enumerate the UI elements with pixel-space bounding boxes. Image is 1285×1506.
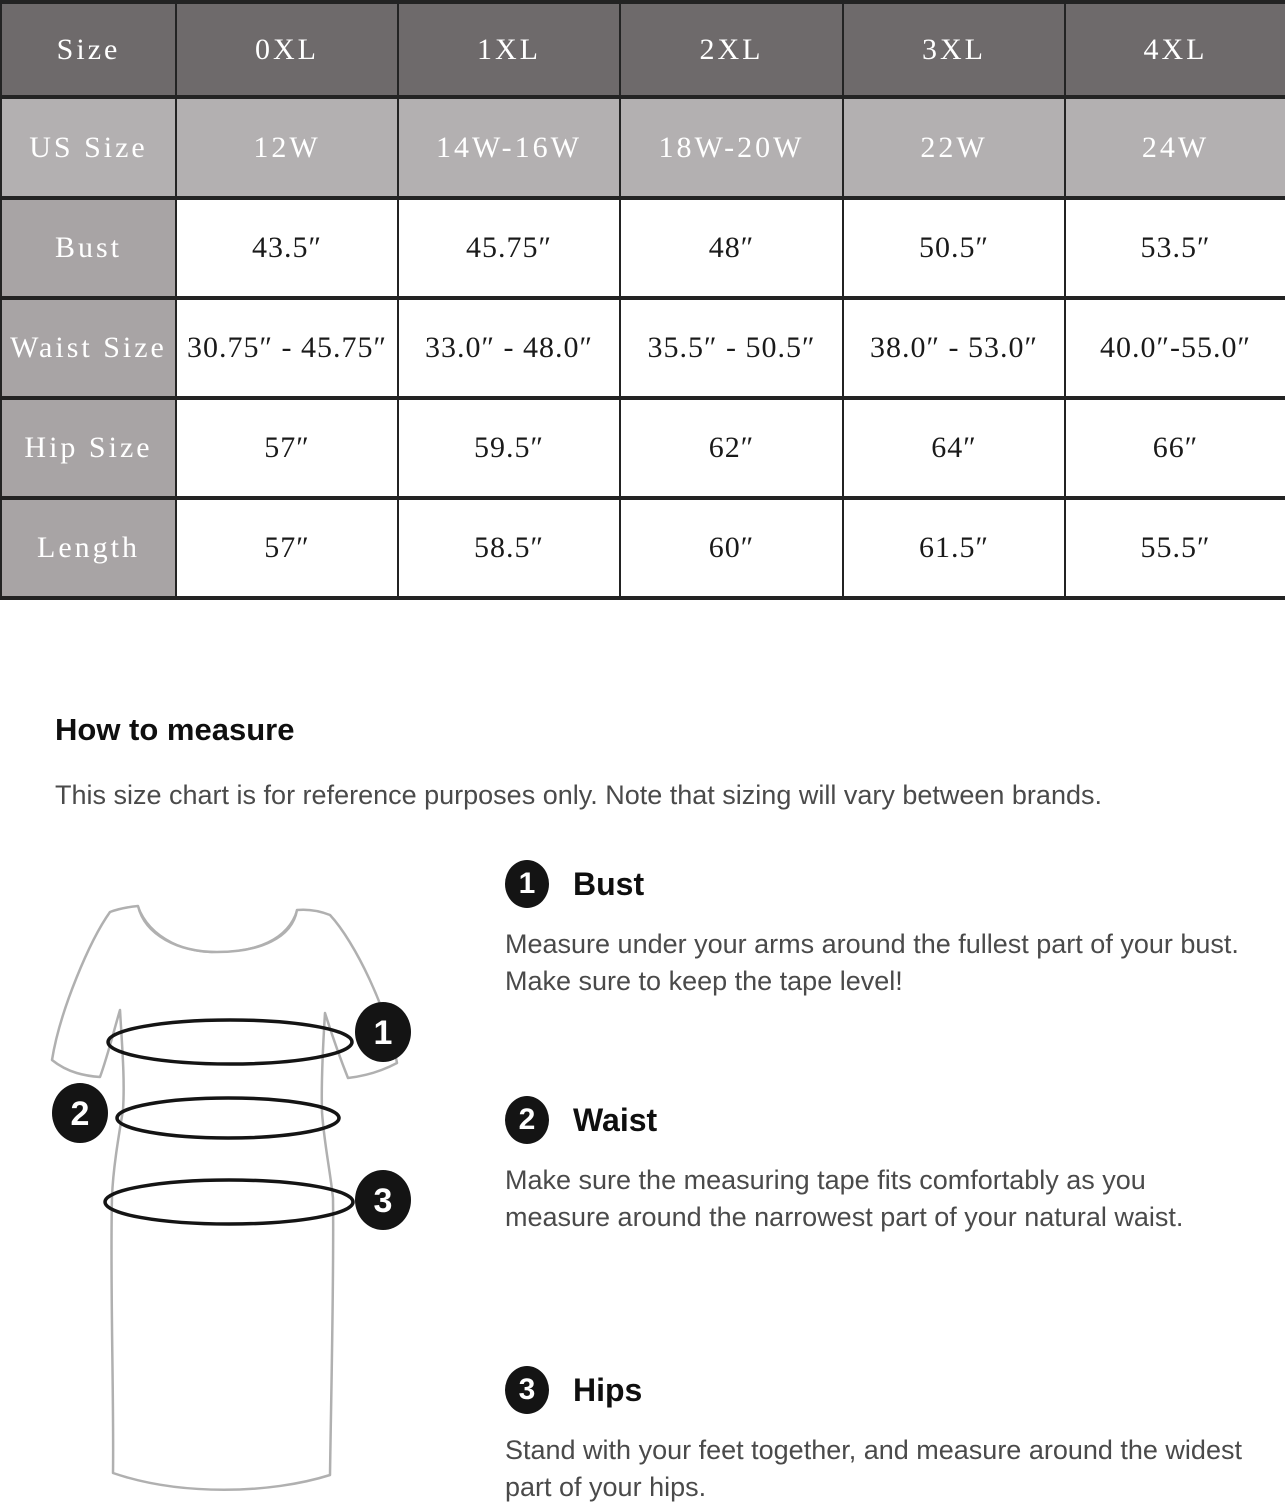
step-title-bust: Bust (573, 865, 645, 902)
table-row-length (1, 498, 1285, 598)
measure-step-hips (505, 1366, 1265, 1506)
diagram-badge-waist (52, 1083, 108, 1143)
us-size-cell: 18W-20W (620, 97, 843, 198)
table-header-row (1, 2, 1285, 97)
hip-cell: 57″ (176, 398, 398, 498)
bust-cell: 45.75″ (398, 198, 620, 298)
diagram-badge-bust (355, 1002, 411, 1062)
row-label-length: Length (1, 498, 176, 598)
header-cell-3xl: 3XL (843, 2, 1065, 97)
step-title-hips: Hips (573, 1371, 643, 1408)
row-label-waist: Waist Size (1, 298, 176, 398)
hip-cell: 59.5″ (398, 398, 620, 498)
hip-cell: 66″ (1065, 398, 1285, 498)
length-cell: 55.5″ (1065, 498, 1285, 598)
svg-text:3: 3 (373, 1182, 393, 1220)
waist-cell: 40.0″-55.0″ (1065, 298, 1285, 398)
header-cell-size: Size (1, 2, 176, 97)
table-row-hip (1, 398, 1285, 498)
row-label-bust: Bust (1, 198, 176, 298)
us-size-cell: 22W (843, 97, 1065, 198)
header-cell-0xl: 0XL (176, 2, 398, 97)
us-size-cell: 14W-16W (398, 97, 620, 198)
waist-cell: 38.0″ - 53.0″ (843, 298, 1065, 398)
step-number-badge: 3 (505, 1366, 549, 1414)
us-size-cell: 12W (176, 97, 398, 198)
bust-cell: 53.5″ (1065, 198, 1285, 298)
how-to-measure-title: How to measure (55, 712, 295, 747)
table-row-us-size (1, 97, 1285, 198)
step-description-waist: Make sure the measuring tape fits comfortably as you measure around the narrowest part of your natural waist. (505, 1165, 1184, 1232)
bust-cell: 50.5″ (843, 198, 1065, 298)
svg-text:1: 1 (373, 1014, 393, 1052)
header-cell-2xl: 2XL (620, 2, 843, 97)
dress-measurement-diagram (30, 880, 480, 1500)
length-cell: 60″ (620, 498, 843, 598)
step-description-bust: Measure under your arms around the fullest part of your bust. Make sure to keep the tape level! (505, 929, 1239, 996)
measure-step-bust (505, 860, 1265, 1000)
hip-cell: 64″ (843, 398, 1065, 498)
table-row-bust (1, 198, 1285, 298)
length-cell: 58.5″ (398, 498, 620, 598)
size-chart-table (0, 0, 1285, 600)
length-cell: 61.5″ (843, 498, 1065, 598)
waist-cell: 33.0″ - 48.0″ (398, 298, 620, 398)
length-cell: 57″ (176, 498, 398, 598)
size-chart-disclaimer: This size chart is for reference purposes only. Note that sizing will vary between brands. (55, 780, 1102, 810)
waist-cell: 30.75″ - 45.75″ (176, 298, 398, 398)
step-number-badge: 1 (505, 860, 549, 908)
table-row-waist (1, 298, 1285, 398)
step-description-hips: Stand with your feet together, and measure around the widest part of your hips. (505, 1435, 1242, 1502)
waist-cell: 35.5″ - 50.5″ (620, 298, 843, 398)
dress-outline (52, 906, 397, 1490)
svg-text:2: 2 (70, 1095, 90, 1133)
header-cell-4xl: 4XL (1065, 2, 1285, 97)
us-size-cell: 24W (1065, 97, 1285, 198)
step-number-badge: 2 (505, 1096, 549, 1144)
step-title-waist: Waist (573, 1101, 658, 1138)
bust-cell: 43.5″ (176, 198, 398, 298)
bust-cell: 48″ (620, 198, 843, 298)
diagram-badge-hips (355, 1170, 411, 1230)
header-cell-1xl: 1XL (398, 2, 620, 97)
row-label-us-size: US Size (1, 97, 176, 198)
row-label-hip: Hip Size (1, 398, 176, 498)
measure-step-waist (505, 1096, 1265, 1236)
hip-cell: 62″ (620, 398, 843, 498)
